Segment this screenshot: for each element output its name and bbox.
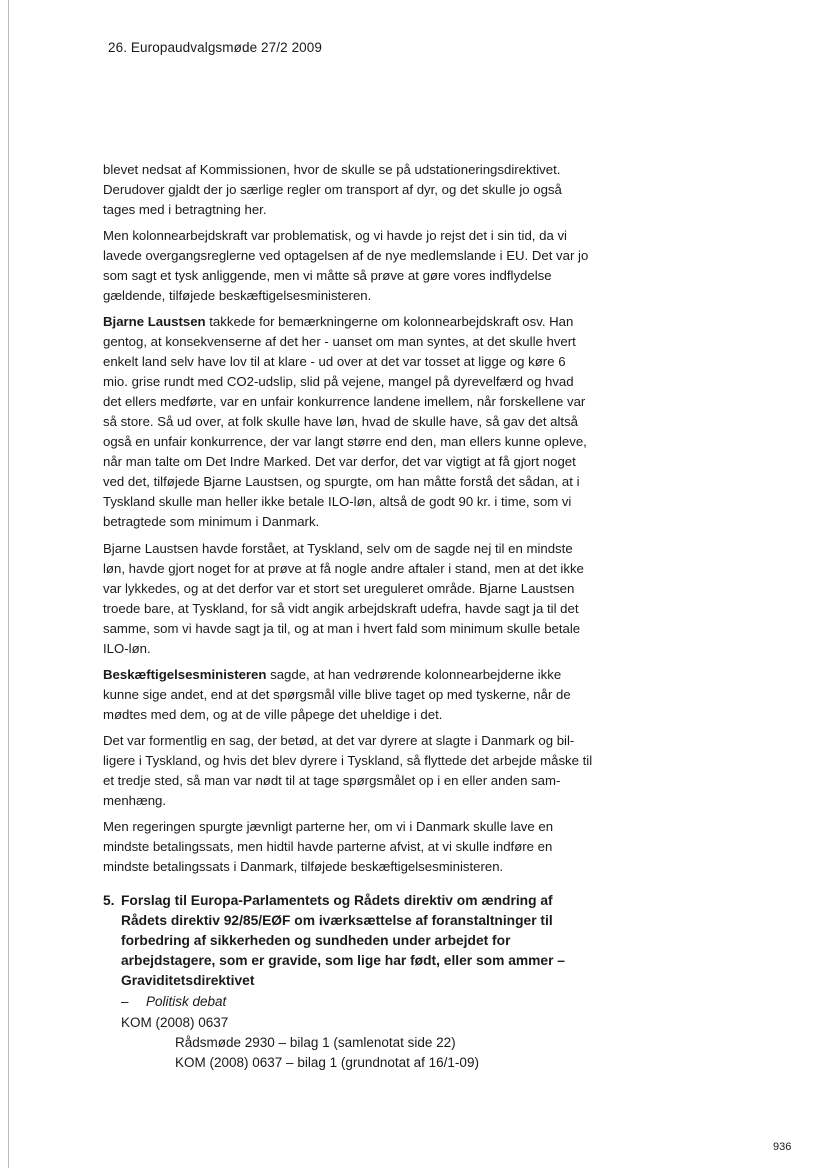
paragraph [103, 226, 593, 306]
paragraph [103, 817, 593, 877]
paragraph-text: Men kolonnearbejdskraft var problematisk, og vi havde jo rejst det i sin tid, da vi lavede overgangsreglerne ved optagelsen af de nye medlemslande i EU. Det var jo som sagt et tysk anliggende, men vi måtte så prøve at gøre vores indflydelse gældende, tilføjede beskæftigelsesministeren. [103, 228, 589, 304]
paragraph-text: Men regeringen spurgte jævnligt parterne her, om vi i Danmark skulle lave en mindste betalingssats, men hidtil havde parterne afvist, at vi skulle indføre en mindste betalingssats i Danmark, tilføjede beskæftigelsesministeren. [103, 819, 554, 875]
paragraph-text: Det var formentlig en sag, der betød, at det var dyrere at slagte i Danmark og billigere i Tyskland, og hvis det blev dyrere i Tyskland, så flyttede det arbejde måske til et tredje sted, så man var nødt til at tage spørgsmålet op i en eller anden sammenhæng. [103, 732, 593, 808]
agenda-subtitle-line [121, 992, 226, 1012]
speaker-name: Bjarne Laustsen [103, 314, 206, 330]
paragraph-text: sagde, at han vedrørende kolonnearbejderne ikke kunne sige andet, end at det spørgsmål ville blive taget op med tyskerne, når de mødtes med dem, og at de ville påpege det uheldige i det. [103, 666, 571, 722]
document-reference: Rådsmøde 2930 – bilag 1 (samlenotat side 22) [175, 1035, 456, 1050]
kom-reference: KOM (2008) 0637 [121, 1015, 229, 1030]
paragraph [103, 160, 593, 220]
page-header: 26. Europaudvalgsmøde 27/2 2009 [108, 40, 322, 55]
paragraph [103, 731, 593, 811]
agenda-subtitle: Politisk debat [146, 994, 227, 1009]
document-reference: KOM (2008) 0637 – bilag 1 (grundnotat af 16/1-09) [175, 1055, 479, 1070]
paragraph-text: blevet nedsat af Kommissionen, hvor de skulle se på udstationeringsdirektivet. Derudover gjaldt der jo særlige regler om transport af dyr, og det skulle jo også tages med i betragtning her. [103, 162, 562, 217]
paragraph [103, 665, 593, 725]
paragraph-text: takkede for bemærkningerne om kolonnearbejdskraft osv. Han gentog, at konsekvenserne af det her - uanset om man syntes, at det skulle hvert enkelt land selv have lov til at klare - ud over at det var tosset at ligge og køre 6 mio. grise rundt med CO2-udslip, slid på vejene, mangel på dyrevelfærd og hvad det ellers medførte, var en unfair konkurrence landene imellem, når forskellene var så store. Så ud over, at folk skulle have løn, hvad de skulle have, så gav det altså også en unfair konkurrence, der var langt større end den, man ellers kunne opleve, når man talte om Det Indre Marked. Det var derfor, det var vigtigt at få gjort noget ved det, tilføjede Bjarne Laustsen, og spurgte, om han måtte forstå det sådan, at i Tyskland skulle man heller ikke betale ILO-løn, altså de godt 90 kr. i time, som vi betragtede som minimum i Danmark. [103, 314, 587, 530]
paragraph [103, 312, 593, 532]
agenda-title: Forslag til Europa-Parlamentets og Rådets direktiv om ændring af Rådets direktiv 92/85/EØF om iværksættelse af foranstaltninger til forbedring af sikkerheden og sundheden under arbejdet for arbejdstagere, som er gravide, som lige har født, eller som ammer – Graviditetsdirektivet [121, 893, 565, 988]
agenda-number: 5. [103, 893, 115, 908]
minutes-body [103, 160, 593, 883]
page-number: 936 [773, 1141, 792, 1153]
agenda-dash: – [121, 994, 129, 1009]
paragraph [103, 539, 593, 659]
speaker-name: Beskæftigelsesministeren [103, 666, 267, 682]
page-left-edge [8, 0, 9, 1168]
paragraph-text: Bjarne Laustsen havde forstået, at Tyskland, selv om de sagde nej til en mindste løn, havde gjort noget for at prøve at få nogle andre aftaler i stand, men at det ikke var lykkedes, og at det derfor var et stort set ureguleret område. Bjarne Laustsen troede bare, at Tyskland, for så vidt angik arbejdskraft udefra, havde sagt ja til det samme, som vi havde sagt ja til, og at man i hvert fald som minimum skulle betale ILO-løn. [103, 540, 584, 656]
